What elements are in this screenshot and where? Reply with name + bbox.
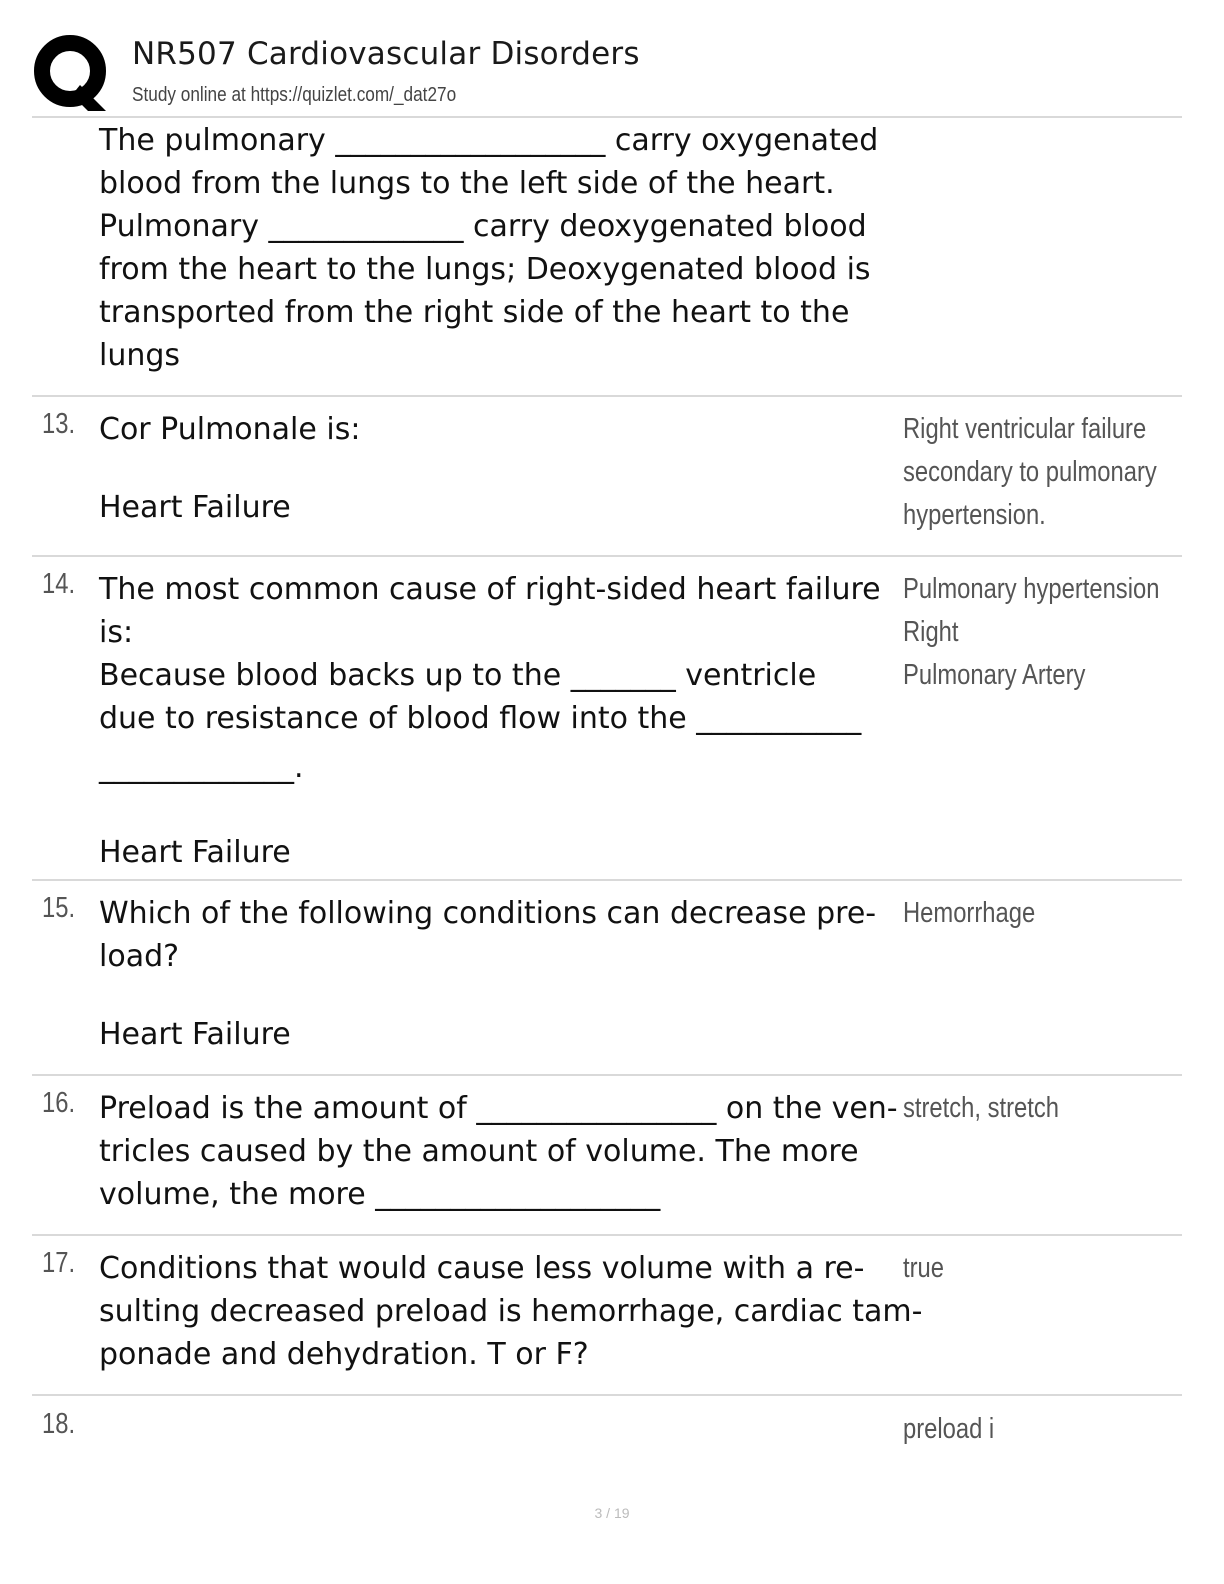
card-number: 18. (42, 1408, 76, 1440)
term-line: volume, the more ___________________ (99, 1177, 661, 1212)
page-header (32, 30, 1182, 116)
divider (32, 879, 1182, 881)
term-line: ponade and dehydration. T or F? (99, 1337, 589, 1372)
card-term (99, 1247, 923, 1376)
term-line: The pulmonary __________________ carry oxygenated (99, 123, 879, 158)
term-line: tricles caused by the amount of volume. The more (99, 1134, 859, 1169)
card-number: 16. (42, 1087, 76, 1119)
page-number: 3 / 19 (594, 1505, 630, 1521)
term-line: Pulmonary _____________ carry deoxygenated blood (99, 209, 867, 244)
definition-line: secondary to pulmonary (903, 456, 1157, 488)
term-line: Conditions that would cause less volume with a re- (99, 1251, 865, 1286)
document-title: NR507 Cardiovascular Disorders (132, 36, 640, 72)
card-term (99, 568, 899, 874)
definition-line: Hemorrhage (903, 897, 1036, 929)
term-line: sulting decreased preload is hemorrhage, cardiac tam- (99, 1294, 923, 1329)
term-line: due to resistance of blood flow into the ___________ (99, 701, 862, 736)
card-term (99, 1087, 899, 1216)
term-line: lungs (99, 338, 181, 373)
card-tag: Heart Failure (99, 1017, 291, 1052)
card-number: 17. (42, 1247, 76, 1279)
card-tag: Heart Failure (99, 835, 291, 870)
card-definition (903, 892, 1035, 935)
definition-line: stretch, stretch (903, 1092, 1059, 1124)
definition-line: hypertension. (903, 499, 1046, 531)
divider (32, 555, 1182, 557)
definition-line: Right (903, 616, 959, 648)
card-term (99, 119, 899, 377)
divider (32, 395, 1182, 397)
card-definition (903, 1087, 1059, 1130)
definition-line: preload i (903, 1413, 995, 1445)
term-line: Because blood backs up to the _______ ventricle (99, 658, 817, 693)
definition-line: Pulmonary Artery (903, 659, 1086, 691)
term-line: blood from the lungs to the left side of the heart. (99, 166, 835, 201)
term-line: The most common cause of right-sided heart failure (99, 572, 881, 607)
card-number: 13. (42, 408, 76, 440)
card-term (99, 408, 899, 529)
card-tag: Heart Failure (99, 490, 291, 525)
card-definition (903, 568, 1159, 697)
card-definition (903, 1247, 944, 1290)
definition-line: true (903, 1252, 944, 1284)
divider (32, 1234, 1182, 1236)
term-line: load? (99, 939, 180, 974)
card-definition (903, 1408, 994, 1451)
term-line: transported from the right side of the heart to the (99, 295, 850, 330)
card-definition (903, 408, 1157, 537)
card-number: 14. (42, 568, 76, 600)
divider (32, 1394, 1182, 1396)
term-line: is: (99, 615, 134, 650)
definition-line: Right ventricular failure (903, 413, 1147, 445)
term-line: Cor Pulmonale is: (99, 412, 361, 447)
divider (32, 1074, 1182, 1076)
study-online-link[interactable]: Study online at https://quizlet.com/_dat27o (132, 84, 457, 106)
quizlet-q-logo-icon (32, 33, 112, 113)
term-line: from the heart to the lungs; Deoxygenated blood is (99, 252, 871, 287)
term-line: Which of the following conditions can decrease pre- (99, 896, 877, 931)
term-line: Preload is the amount of ________________ on the ven- (99, 1091, 898, 1126)
term-line: _____________. (99, 750, 304, 785)
divider (32, 116, 1182, 118)
card-term (99, 892, 899, 1056)
card-number: 15. (42, 892, 76, 924)
definition-line: Pulmonary hypertension (903, 573, 1160, 605)
